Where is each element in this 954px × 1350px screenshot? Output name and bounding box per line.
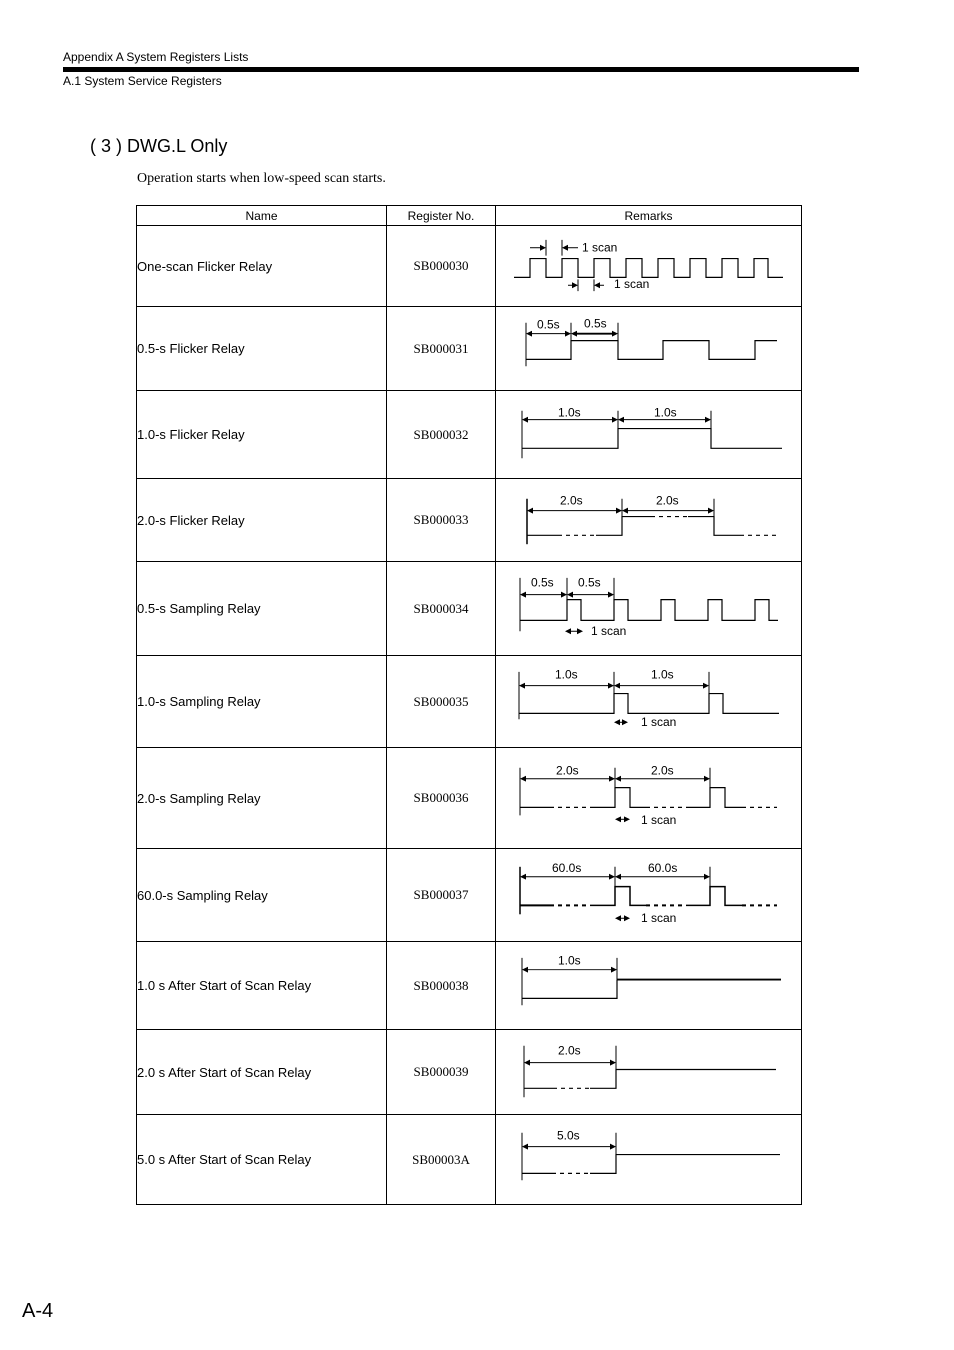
table-row xyxy=(137,849,802,942)
intro-text: Operation starts when low-speed scan starts. xyxy=(137,171,386,186)
timing-diagram xyxy=(496,1030,800,1114)
timing-label: 0.5s xyxy=(578,575,601,590)
row-register: SB000031 xyxy=(387,307,496,391)
register-table xyxy=(136,205,802,1205)
timing-label: 2.0s xyxy=(656,493,679,508)
table-row xyxy=(137,1030,802,1115)
row-remarks xyxy=(496,1030,802,1115)
timing-diagram xyxy=(496,1115,800,1204)
table-row xyxy=(137,562,802,656)
timing-diagram xyxy=(496,307,800,390)
header-rule xyxy=(63,67,859,72)
col-header-name: Name xyxy=(137,206,387,226)
table-row xyxy=(137,479,802,562)
timing-label: 60.0s xyxy=(552,860,582,875)
page-number: A-4 xyxy=(22,1300,54,1322)
row-remarks xyxy=(496,1115,802,1205)
row-register: SB000036 xyxy=(387,748,496,849)
header-section: A.1 System Service Registers xyxy=(63,74,222,88)
row-remarks xyxy=(496,479,802,562)
row-name: 2.0 s After Start of Scan Relay xyxy=(137,1030,387,1115)
row-remarks xyxy=(496,226,802,307)
row-remarks xyxy=(496,942,802,1030)
timing-label: 1.0s xyxy=(651,667,674,682)
row-remarks xyxy=(496,748,802,849)
timing-diagram xyxy=(496,391,800,478)
timing-diagram xyxy=(496,942,800,1029)
row-register: SB000035 xyxy=(387,656,496,748)
table-row xyxy=(137,226,802,307)
timing-label: 1 scan xyxy=(614,277,650,292)
timing-label: 2.0s xyxy=(560,493,583,508)
row-name: 60.0-s Sampling Relay xyxy=(137,849,387,942)
timing-label: 1.0s xyxy=(555,667,578,682)
row-name: 1.0-s Flicker Relay xyxy=(137,391,387,479)
timing-label: 0.5s xyxy=(531,575,554,590)
table-header-row xyxy=(137,206,802,226)
row-register: SB000033 xyxy=(387,479,496,562)
timing-diagram xyxy=(496,849,800,941)
row-remarks xyxy=(496,391,802,479)
table-row xyxy=(137,748,802,849)
row-name: 0.5-s Flicker Relay xyxy=(137,307,387,391)
col-header-register: Register No. xyxy=(387,206,496,226)
row-name: 1.0 s After Start of Scan Relay xyxy=(137,942,387,1030)
timing-label: 1 scan xyxy=(641,813,677,828)
row-register: SB000030 xyxy=(387,226,496,307)
row-register: SB000037 xyxy=(387,849,496,942)
row-register: SB000039 xyxy=(387,1030,496,1115)
header-chapter: Appendix A System Registers Lists xyxy=(63,50,249,64)
timing-diagram xyxy=(496,562,800,655)
timing-diagram xyxy=(496,748,800,848)
table-row xyxy=(137,1115,802,1205)
row-register: SB000038 xyxy=(387,942,496,1030)
timing-diagram xyxy=(496,226,800,306)
timing-label: 1 scan xyxy=(591,624,627,639)
row-name: 2.0-s Sampling Relay xyxy=(137,748,387,849)
table-row xyxy=(137,942,802,1030)
timing-label: 5.0s xyxy=(557,1128,580,1143)
timing-label: 2.0s xyxy=(558,1043,581,1058)
row-name: 0.5-s Sampling Relay xyxy=(137,562,387,656)
row-register: SB000034 xyxy=(387,562,496,656)
table-row xyxy=(137,391,802,479)
timing-label: 1.0s xyxy=(558,405,581,420)
timing-diagram xyxy=(496,479,800,561)
timing-label: 2.0s xyxy=(651,763,674,778)
row-remarks xyxy=(496,849,802,942)
timing-label: 1 scan xyxy=(641,911,677,926)
timing-label: 0.5s xyxy=(584,316,607,331)
timing-label: 0.5s xyxy=(537,317,560,332)
timing-diagram xyxy=(496,656,800,747)
section-title: ( 3 ) DWG.L Only xyxy=(90,136,228,156)
col-header-remarks: Remarks xyxy=(496,206,802,226)
row-name: 5.0 s After Start of Scan Relay xyxy=(137,1115,387,1205)
row-register: SB000032 xyxy=(387,391,496,479)
timing-label: 2.0s xyxy=(556,763,579,778)
row-remarks xyxy=(496,656,802,748)
timing-label: 1.0s xyxy=(654,405,677,420)
table-row xyxy=(137,307,802,391)
timing-label: 1 scan xyxy=(582,240,618,255)
row-register: SB00003A xyxy=(387,1115,496,1205)
table-row xyxy=(137,656,802,748)
timing-label: 1.0s xyxy=(558,953,581,968)
timing-label: 1 scan xyxy=(641,715,677,730)
row-remarks xyxy=(496,562,802,656)
row-name: One-scan Flicker Relay xyxy=(137,226,387,307)
timing-label: 60.0s xyxy=(648,860,678,875)
row-name: 2.0-s Flicker Relay xyxy=(137,479,387,562)
row-remarks xyxy=(496,307,802,391)
row-name: 1.0-s Sampling Relay xyxy=(137,656,387,748)
